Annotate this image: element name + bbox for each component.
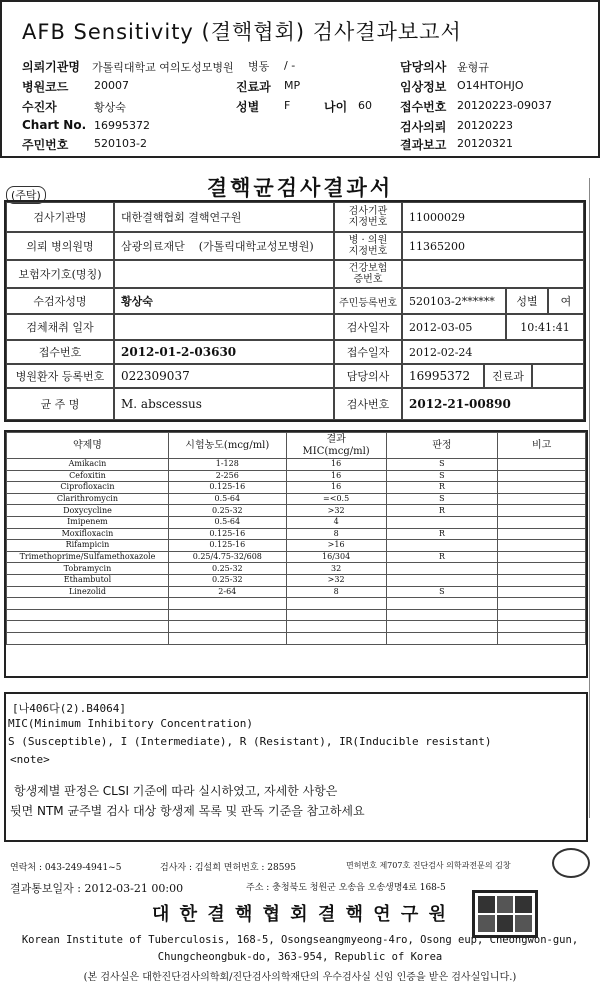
req-value: 가톨릭대학교 여의도성모병원 bbox=[92, 61, 234, 74]
collect-date-value bbox=[114, 314, 334, 340]
test-date-label: 검사일자 bbox=[334, 314, 402, 340]
mic-result: =<0.5 bbox=[286, 493, 386, 505]
hospital-code-value: 11365200 bbox=[402, 232, 584, 260]
collect-date-label: 검체채취 일자 bbox=[6, 314, 114, 340]
test-concentration: 0.125-16 bbox=[168, 482, 286, 494]
institute-seal bbox=[472, 890, 538, 938]
req-label: 의뢰기관명 bbox=[22, 60, 80, 74]
hosp-code-label: 병원코드 bbox=[22, 80, 69, 94]
drug-name: Trimethoprime/Sulfamethoxazole bbox=[7, 551, 169, 563]
age-value: 60 bbox=[358, 99, 372, 112]
mic-result: >16 bbox=[286, 540, 386, 552]
test-no-value: 2012-21-00890 bbox=[402, 388, 584, 420]
header-remark: 비고 bbox=[498, 433, 586, 459]
report-title: AFB Sensitivity (결핵협회) 검사결과보고서 bbox=[22, 20, 462, 44]
clinical-value: O14HTOHJO bbox=[457, 79, 524, 92]
address-en-2: Chungcheongbuk-do, 363-954, Republic of Korea bbox=[157, 951, 443, 963]
doctor-value: 윤형규 bbox=[457, 61, 489, 74]
doctor-doc-value: 16995372 bbox=[402, 364, 484, 388]
test-time-value: 10:41:41 bbox=[506, 314, 584, 340]
clinical-label: 임상정보 bbox=[400, 80, 447, 94]
patient-reg-label: 병원환자 등록번호 bbox=[6, 364, 114, 388]
report-date-value: 20120321 bbox=[457, 137, 513, 150]
notes-code: [나406다(2).B4064] bbox=[12, 702, 126, 715]
mic-result: 8 bbox=[286, 586, 386, 598]
examinee-value: 황상숙 bbox=[114, 288, 334, 314]
rrn-doc-value: 520103-2****** bbox=[402, 288, 506, 314]
judgement: R bbox=[386, 528, 498, 540]
test-concentration: 0.5-64 bbox=[168, 493, 286, 505]
rrn-doc-label: 주민등록번호 bbox=[334, 288, 402, 314]
receipt-no-value: 2012-01-2-03630 bbox=[114, 340, 334, 364]
hospital-label: 의뢰 병의원명 bbox=[6, 232, 114, 260]
judgement: S bbox=[386, 493, 498, 505]
header-judgement: 판정 bbox=[386, 433, 498, 459]
mic-result: 16 bbox=[286, 470, 386, 482]
mic-result: 16 bbox=[286, 482, 386, 494]
insurer-value bbox=[114, 260, 334, 288]
report-date: 결과통보일자 : 2012-03-21 00:00 bbox=[10, 882, 184, 895]
judgement: S bbox=[386, 470, 498, 482]
drug-name: Amikacin bbox=[7, 459, 169, 471]
test-req-value: 20120223 bbox=[457, 119, 513, 132]
drug-name: Tobramycin bbox=[7, 563, 169, 575]
drug-name: Cefoxitin bbox=[7, 470, 169, 482]
drug-name: Moxifloxacin bbox=[7, 528, 169, 540]
sex-value: F bbox=[284, 99, 291, 112]
physician-seal bbox=[552, 848, 590, 878]
dept-doc-value bbox=[532, 364, 584, 388]
patient-reg-value: 022309037 bbox=[114, 364, 334, 388]
lab-code-label: 검사기관 지정번호 bbox=[334, 202, 402, 232]
judgement: R bbox=[386, 482, 498, 494]
drug-name: Ethambutol bbox=[7, 574, 169, 586]
strain-label: 균 주 명 bbox=[6, 388, 114, 420]
notes-tag: <note> bbox=[10, 753, 50, 766]
age-label: 나이 bbox=[324, 100, 348, 114]
sex-doc-value: 여 bbox=[548, 288, 584, 314]
document-title: 결핵균검사결과서 bbox=[206, 175, 394, 200]
mic-result: 8 bbox=[286, 528, 386, 540]
patient-label: 수진자 bbox=[22, 100, 57, 114]
judgement: S bbox=[386, 586, 498, 598]
test-no-label: 검사번호 bbox=[334, 388, 402, 420]
doctor-doc-label: 담당의사 bbox=[334, 364, 402, 388]
mic-result: >32 bbox=[286, 574, 386, 586]
examinee-label: 수검자성명 bbox=[6, 288, 114, 314]
address-en-1: Korean Institute of Tuberculosis, 168-5, Osongseangmyeong-4ro, Osong eup, Cheongwon-gun, bbox=[21, 934, 579, 946]
insurance-no-value bbox=[402, 260, 584, 288]
report-header bbox=[0, 0, 600, 158]
table-frame bbox=[4, 430, 588, 678]
sex-label: 성별 bbox=[236, 100, 260, 114]
insurer-label: 보험자기호(명칭) bbox=[6, 260, 114, 288]
examiner-info: 검사자 : 김설희 면허번호 : 28595 bbox=[160, 863, 296, 873]
test-req-label: 검사의뢰 bbox=[400, 120, 447, 134]
doctor-label: 담당의사 bbox=[400, 60, 447, 74]
dept-doc-label: 진료과 bbox=[484, 364, 532, 388]
contact-info: 연락처 : 043-249-4941~5 bbox=[10, 863, 122, 873]
test-concentration: 0.25-32 bbox=[168, 505, 286, 517]
hospital-value: 삼광의료재단 (가톨릭대학교성모병원) bbox=[114, 232, 334, 260]
judgement: R bbox=[386, 505, 498, 517]
address-kr: 주소 : 충청북도 청원군 오송읍 오송생명4로 168-5 bbox=[246, 883, 446, 893]
insurance-no-label: 건강보험 증번호 bbox=[334, 260, 402, 288]
lab-name-label: 검사기관명 bbox=[6, 202, 114, 232]
notes-line-1: 항생제별 판정은 CLSI 기준에 따라 실시하였고, 자세한 사항은 bbox=[14, 784, 338, 798]
mic-result: 4 bbox=[286, 516, 386, 528]
notes-mic: MIC(Minimum Inhibitory Concentration) bbox=[8, 717, 254, 730]
dept-label: 진료과 bbox=[236, 80, 271, 94]
test-concentration: 0.5-64 bbox=[168, 516, 286, 528]
receipt-no-label: 접수번호 bbox=[6, 340, 114, 364]
mic-result: 16 bbox=[286, 459, 386, 471]
lab-code-value: 11000029 bbox=[402, 202, 584, 232]
chart-label: Chart No. bbox=[22, 118, 87, 132]
receipt-date-value: 2012-02-24 bbox=[402, 340, 584, 364]
test-concentration: 1-128 bbox=[168, 459, 286, 471]
test-concentration: 0.25-32 bbox=[168, 563, 286, 575]
test-concentration: 0.125-16 bbox=[168, 528, 286, 540]
test-concentration: 0.125-16 bbox=[168, 540, 286, 552]
drug-name: Ciprofloxacin bbox=[7, 482, 169, 494]
hosp-code-value: 20007 bbox=[94, 79, 129, 92]
institute-name: 대 한 결 핵 협 회 결 핵 연 구 원 bbox=[152, 904, 448, 925]
report-date-label: 결과보고 bbox=[400, 138, 447, 152]
ward-value: / - bbox=[284, 59, 296, 72]
patient-value: 황상숙 bbox=[94, 101, 126, 114]
consign-mark: (주탁) bbox=[6, 186, 46, 204]
mic-result: 32 bbox=[286, 563, 386, 575]
page-edge bbox=[589, 178, 595, 818]
drug-name: Imipenem bbox=[7, 516, 169, 528]
drug-name: Linezolid bbox=[7, 586, 169, 598]
physician-license: 면허번호 제707호 진단검사 의학과전문의 김창 bbox=[346, 861, 511, 870]
drug-name: Doxycycline bbox=[7, 505, 169, 517]
hospital-code-label: 병 · 의원 지정번호 bbox=[334, 232, 402, 260]
accept-value: 20120223-09037 bbox=[457, 99, 552, 112]
sex-doc-label: 성별 bbox=[506, 288, 548, 314]
test-concentration: 2-256 bbox=[168, 470, 286, 482]
rrn-label: 주민번호 bbox=[22, 138, 69, 152]
mic-result: >32 bbox=[286, 505, 386, 517]
chart-value: 16995372 bbox=[94, 119, 150, 132]
dept-value: MP bbox=[284, 79, 301, 92]
strain-value: M. abscessus bbox=[114, 388, 334, 420]
certification: (본 검사실은 대한진단검사의학회/진단검사의학재단의 우수검사실 신임 인증을 받은 검사실입니다.) bbox=[83, 972, 517, 983]
receipt-date-label: 접수일자 bbox=[334, 340, 402, 364]
judgement: R bbox=[386, 551, 498, 563]
header-drug: 약제명 bbox=[7, 433, 169, 459]
drug-name: Rifampicin bbox=[7, 540, 169, 552]
notes-legend: S (Susceptible), I (Intermediate), R (Resistant), IR(Inducible resistant) bbox=[8, 735, 492, 748]
test-date-value: 2012-03-05 bbox=[402, 314, 506, 340]
test-concentration: 0.25/4.75-32/608 bbox=[168, 551, 286, 563]
rrn-value: 520103-2 bbox=[94, 137, 147, 150]
judgement: S bbox=[386, 459, 498, 471]
notes-line-2: 뒷면 NTM 균주별 검사 대상 항생제 목록 및 판독 기준을 참고하세요 bbox=[10, 804, 365, 818]
ward-label: 병동 bbox=[248, 60, 270, 73]
lab-name-value: 대한결핵협회 결핵연구원 bbox=[114, 202, 334, 232]
header-concentration: 시험농도(mcg/ml) bbox=[168, 433, 286, 459]
drug-name: Clarithromycin bbox=[7, 493, 169, 505]
test-concentration: 0.25-32 bbox=[168, 574, 286, 586]
mic-result: 16/304 bbox=[286, 551, 386, 563]
accept-label: 접수번호 bbox=[400, 100, 447, 114]
test-concentration: 2-64 bbox=[168, 586, 286, 598]
header-mic: 결과 MIC(mcg/ml) bbox=[286, 433, 386, 459]
